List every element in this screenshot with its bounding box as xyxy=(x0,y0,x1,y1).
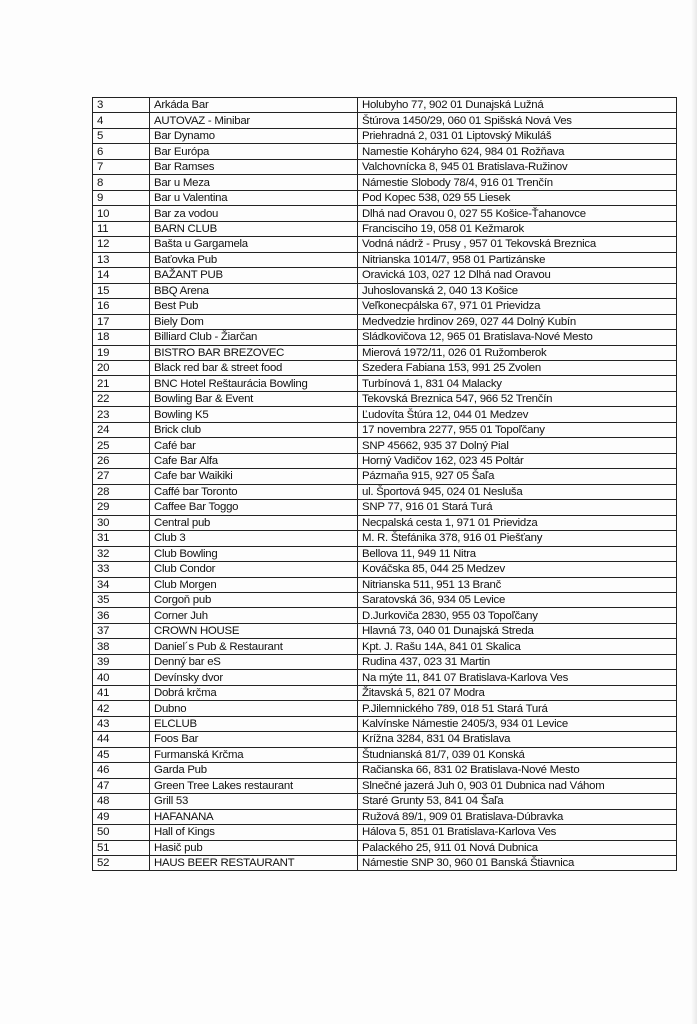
venue-address-cell: Medvedzie hrdinov 269, 027 44 Dolný Kubín xyxy=(358,314,677,329)
row-number-cell: 10 xyxy=(93,206,150,221)
row-number-cell: 11 xyxy=(93,221,150,236)
table-row xyxy=(93,206,677,221)
table-row xyxy=(93,809,677,824)
venue-address-cell: SNP 45662, 935 37 Dolný Pial xyxy=(358,438,677,453)
venue-address-cell: Študnianská 81/7, 039 01 Konská xyxy=(358,747,677,762)
venue-address-cell: Pod Kopec 538, 029 55 Liesek xyxy=(358,190,677,205)
venue-name-cell: Baťovka Pub xyxy=(150,252,358,267)
venue-address-cell: Oravická 103, 027 12 Dlhá nad Oravou xyxy=(358,268,677,283)
venue-address-cell: Ružová 89/1, 909 01 Bratislava-Dúbravka xyxy=(358,809,677,824)
table-row xyxy=(93,840,677,855)
venue-address-cell: Tekovská Breznica 547, 966 52 Trenčín xyxy=(358,391,677,406)
venue-name-cell: Bar Ramses xyxy=(150,159,358,174)
venue-name-cell: Club Bowling xyxy=(150,546,358,561)
row-number-cell: 49 xyxy=(93,809,150,824)
venue-address-cell: Turbínová 1, 831 04 Malacky xyxy=(358,376,677,391)
table-row xyxy=(93,144,677,159)
table-row xyxy=(93,763,677,778)
venue-address-cell: Mierová 1972/11, 026 01 Ružomberok xyxy=(358,345,677,360)
row-number-cell: 23 xyxy=(93,407,150,422)
venue-address-cell: Juhoslovanská 2, 040 13 Košice xyxy=(358,283,677,298)
table-row xyxy=(93,391,677,406)
venue-name-cell: Cafe bar Waikiki xyxy=(150,469,358,484)
venue-address-cell: P.Jilemnického 789, 018 51 Stará Turá xyxy=(358,701,677,716)
venue-name-cell: Bašta u Gargamela xyxy=(150,237,358,252)
table-row xyxy=(93,407,677,422)
venue-name-cell: Bar za vodou xyxy=(150,206,358,221)
row-number-cell: 9 xyxy=(93,190,150,205)
row-number-cell: 6 xyxy=(93,144,150,159)
table-row xyxy=(93,825,677,840)
table-row xyxy=(93,639,677,654)
table-row xyxy=(93,577,677,592)
venue-name-cell: Hasič pub xyxy=(150,840,358,855)
row-number-cell: 15 xyxy=(93,283,150,298)
venue-name-cell: Denný bar eS xyxy=(150,654,358,669)
table-row xyxy=(93,98,677,113)
table-row xyxy=(93,747,677,762)
venue-address-cell: Kpt. J. Rašu 14A, 841 01 Skalica xyxy=(358,639,677,654)
table-row xyxy=(93,531,677,546)
venue-address-cell: Slnečné jazerá Juh 0, 903 01 Dubnica nad Váhom xyxy=(358,778,677,793)
venue-address-cell: Nitrianska 1014/7, 958 01 Partizánske xyxy=(358,252,677,267)
venue-name-cell: Grill 53 xyxy=(150,794,358,809)
venue-address-cell: Bellova 11, 949 11 Nitra xyxy=(358,546,677,561)
row-number-cell: 31 xyxy=(93,531,150,546)
venue-address-cell: Námestie SNP 30, 960 01 Banská Štiavnica xyxy=(358,855,677,870)
venue-name-cell: Central pub xyxy=(150,515,358,530)
venue-address-cell: Szedera Fabiana 153, 991 25 Zvolen xyxy=(358,360,677,375)
row-number-cell: 25 xyxy=(93,438,150,453)
venue-name-cell: BISTRO BAR BREZOVEC xyxy=(150,345,358,360)
venue-address-cell: Kováčska 85, 044 25 Medzev xyxy=(358,562,677,577)
table-row xyxy=(93,593,677,608)
table-row xyxy=(93,268,677,283)
venue-table xyxy=(92,97,677,871)
row-number-cell: 38 xyxy=(93,639,150,654)
venue-address-cell: Horný Vadičov 162, 023 45 Poltár xyxy=(358,453,677,468)
row-number-cell: 45 xyxy=(93,747,150,762)
row-number-cell: 47 xyxy=(93,778,150,793)
venue-name-cell: Dubno xyxy=(150,701,358,716)
row-number-cell: 12 xyxy=(93,237,150,252)
venue-name-cell: AUTOVAZ - Minibar xyxy=(150,113,358,128)
table-row xyxy=(93,299,677,314)
table-row xyxy=(93,283,677,298)
venue-address-cell: 17 novembra 2277, 955 01 Topoľčany xyxy=(358,422,677,437)
venue-name-cell: Dobrá krčma xyxy=(150,685,358,700)
table-row xyxy=(93,623,677,638)
venue-name-cell: Green Tree Lakes restaurant xyxy=(150,778,358,793)
table-row xyxy=(93,794,677,809)
venue-address-cell: Veľkonecpálska 67, 971 01 Prievidza xyxy=(358,299,677,314)
venue-name-cell: Black red bar & street food xyxy=(150,360,358,375)
row-number-cell: 32 xyxy=(93,546,150,561)
venue-name-cell: Club 3 xyxy=(150,531,358,546)
venue-address-cell: Dlhá nad Oravou 0, 027 55 Košice-Ťahanovce xyxy=(358,206,677,221)
venue-address-cell: Krížna 3284, 831 04 Bratislava xyxy=(358,732,677,747)
table-row xyxy=(93,701,677,716)
venue-address-cell: SNP 77, 916 01 Stará Turá xyxy=(358,500,677,515)
venue-address-cell: Hlavná 73, 040 01 Dunajská Streda xyxy=(358,623,677,638)
row-number-cell: 24 xyxy=(93,422,150,437)
table-row xyxy=(93,500,677,515)
row-number-cell: 26 xyxy=(93,453,150,468)
venue-address-cell: Račianska 66, 831 02 Bratislava-Nové Mesto xyxy=(358,763,677,778)
row-number-cell: 33 xyxy=(93,562,150,577)
table-row xyxy=(93,422,677,437)
row-number-cell: 4 xyxy=(93,113,150,128)
row-number-cell: 42 xyxy=(93,701,150,716)
venue-name-cell: Hall of Kings xyxy=(150,825,358,840)
row-number-cell: 7 xyxy=(93,159,150,174)
venue-address-cell: Pázmaňa 915, 927 05 Šaľa xyxy=(358,469,677,484)
venue-name-cell: HAUS BEER RESTAURANT xyxy=(150,855,358,870)
venue-name-cell: Caffé bar Toronto xyxy=(150,484,358,499)
table-row xyxy=(93,778,677,793)
row-number-cell: 19 xyxy=(93,345,150,360)
row-number-cell: 34 xyxy=(93,577,150,592)
venue-name-cell: Devínsky dvor xyxy=(150,670,358,685)
row-number-cell: 36 xyxy=(93,608,150,623)
venue-name-cell: Bar Dynamo xyxy=(150,128,358,143)
venue-address-cell: Kalvínske Námestie 2405/3, 934 01 Levice xyxy=(358,716,677,731)
venue-name-cell: BNC Hotel Reštaurácia Bowling xyxy=(150,376,358,391)
row-number-cell: 3 xyxy=(93,98,150,113)
row-number-cell: 22 xyxy=(93,391,150,406)
row-number-cell: 48 xyxy=(93,794,150,809)
table-row xyxy=(93,345,677,360)
venue-name-cell: Arkáda Bar xyxy=(150,98,358,113)
table-row xyxy=(93,252,677,267)
row-number-cell: 28 xyxy=(93,484,150,499)
table-row xyxy=(93,159,677,174)
row-number-cell: 21 xyxy=(93,376,150,391)
venue-name-cell: BAŽANT PUB xyxy=(150,268,358,283)
venue-address-cell: Holubyho 77, 902 01 Dunajská Lužná xyxy=(358,98,677,113)
row-number-cell: 18 xyxy=(93,330,150,345)
venue-name-cell: Caffee Bar Toggo xyxy=(150,500,358,515)
venue-address-cell: Francisciho 19, 058 01 Kežmarok xyxy=(358,221,677,236)
table-row xyxy=(93,608,677,623)
venue-table-body xyxy=(93,98,677,871)
venue-address-cell: D.Jurkoviča 2830, 955 03 Topoľčany xyxy=(358,608,677,623)
venue-name-cell: Best Pub xyxy=(150,299,358,314)
venue-name-cell: Bar u Valentina xyxy=(150,190,358,205)
venue-name-cell: Bowling K5 xyxy=(150,407,358,422)
table-row xyxy=(93,546,677,561)
venue-name-cell: Bowling Bar & Event xyxy=(150,391,358,406)
table-row xyxy=(93,732,677,747)
venue-address-cell: Priehradná 2, 031 01 Liptovský Mikuláš xyxy=(358,128,677,143)
venue-name-cell: BARN CLUB xyxy=(150,221,358,236)
venue-name-cell: Club Morgen xyxy=(150,577,358,592)
venue-address-cell: Saratovská 36, 934 05 Levice xyxy=(358,593,677,608)
row-number-cell: 44 xyxy=(93,732,150,747)
venue-name-cell: Biely Dom xyxy=(150,314,358,329)
venue-name-cell: Foos Bar xyxy=(150,732,358,747)
venue-name-cell: Corner Juh xyxy=(150,608,358,623)
row-number-cell: 20 xyxy=(93,360,150,375)
venue-address-cell: Nitrianska 511, 951 13 Branč xyxy=(358,577,677,592)
row-number-cell: 41 xyxy=(93,685,150,700)
table-row xyxy=(93,716,677,731)
venue-address-cell: Hálova 5, 851 01 Bratislava-Karlova Ves xyxy=(358,825,677,840)
venue-address-cell: Necpalská cesta 1, 971 01 Prievidza xyxy=(358,515,677,530)
table-row xyxy=(93,453,677,468)
venue-address-cell: Namestie Koháryho 624, 984 01 Rožňava xyxy=(358,144,677,159)
row-number-cell: 16 xyxy=(93,299,150,314)
table-row xyxy=(93,376,677,391)
venue-name-cell: Garda Pub xyxy=(150,763,358,778)
venue-name-cell: CROWN HOUSE xyxy=(150,623,358,638)
row-number-cell: 39 xyxy=(93,654,150,669)
venue-name-cell: Bar Európa xyxy=(150,144,358,159)
venue-name-cell: Brick club xyxy=(150,422,358,437)
venue-address-cell: Staré Grunty 53, 841 04 Šaľa xyxy=(358,794,677,809)
table-row xyxy=(93,237,677,252)
row-number-cell: 46 xyxy=(93,763,150,778)
venue-address-cell: Palackého 25, 911 01 Nová Dubnica xyxy=(358,840,677,855)
page-edge-shadow xyxy=(691,0,697,1024)
venue-name-cell: Billiard Club - Žiarčan xyxy=(150,330,358,345)
row-number-cell: 27 xyxy=(93,469,150,484)
row-number-cell: 29 xyxy=(93,500,150,515)
row-number-cell: 40 xyxy=(93,670,150,685)
venue-address-cell: Sládkovičova 12, 965 01 Bratislava-Nové Mesto xyxy=(358,330,677,345)
table-row xyxy=(93,314,677,329)
row-number-cell: 13 xyxy=(93,252,150,267)
table-row xyxy=(93,438,677,453)
table-row xyxy=(93,190,677,205)
table-row xyxy=(93,469,677,484)
venue-address-cell: Námestie Slobody 78/4, 916 01 Trenčín xyxy=(358,175,677,190)
table-row xyxy=(93,670,677,685)
venue-address-cell: Štúrova 1450/29, 060 01 Spišská Nová Ves xyxy=(358,113,677,128)
table-row xyxy=(93,113,677,128)
table-row xyxy=(93,128,677,143)
venue-name-cell: BBQ Arena xyxy=(150,283,358,298)
table-row xyxy=(93,515,677,530)
venue-address-cell: Valchovnícka 8, 945 01 Bratislava-Ružinov xyxy=(358,159,677,174)
row-number-cell: 8 xyxy=(93,175,150,190)
table-row xyxy=(93,330,677,345)
venue-address-cell: Žitavská 5, 821 07 Modra xyxy=(358,685,677,700)
venue-name-cell: Club Condor xyxy=(150,562,358,577)
table-row xyxy=(93,855,677,870)
table-row xyxy=(93,654,677,669)
table-row xyxy=(93,221,677,236)
row-number-cell: 30 xyxy=(93,515,150,530)
venue-name-cell: ELCLUB xyxy=(150,716,358,731)
venue-name-cell: HAFANANA xyxy=(150,809,358,824)
venue-name-cell: Daniel´s Pub & Restaurant xyxy=(150,639,358,654)
venue-address-cell: Rudina 437, 023 31 Martin xyxy=(358,654,677,669)
venue-address-cell: M. R. Štefánika 378, 916 01 Piešťany xyxy=(358,531,677,546)
table-row xyxy=(93,685,677,700)
venue-name-cell: Cafe Bar Alfa xyxy=(150,453,358,468)
row-number-cell: 35 xyxy=(93,593,150,608)
table-row xyxy=(93,175,677,190)
row-number-cell: 17 xyxy=(93,314,150,329)
venue-name-cell: Corgoň pub xyxy=(150,593,358,608)
venue-address-cell: Ľudovíta Štúra 12, 044 01 Medzev xyxy=(358,407,677,422)
venue-address-cell: Na mýte 11, 841 07 Bratislava-Karlova Ves xyxy=(358,670,677,685)
venue-address-cell: Vodná nádrž - Prusy , 957 01 Tekovská Breznica xyxy=(358,237,677,252)
venue-name-cell: Café bar xyxy=(150,438,358,453)
table-row xyxy=(93,562,677,577)
row-number-cell: 37 xyxy=(93,623,150,638)
row-number-cell: 50 xyxy=(93,825,150,840)
row-number-cell: 14 xyxy=(93,268,150,283)
row-number-cell: 5 xyxy=(93,128,150,143)
venue-address-cell: ul. Športová 945, 024 01 Nesluša xyxy=(358,484,677,499)
row-number-cell: 51 xyxy=(93,840,150,855)
venue-name-cell: Bar u Meza xyxy=(150,175,358,190)
row-number-cell: 52 xyxy=(93,855,150,870)
table-row xyxy=(93,360,677,375)
table-row xyxy=(93,484,677,499)
venue-name-cell: Furmanská Krčma xyxy=(150,747,358,762)
row-number-cell: 43 xyxy=(93,716,150,731)
